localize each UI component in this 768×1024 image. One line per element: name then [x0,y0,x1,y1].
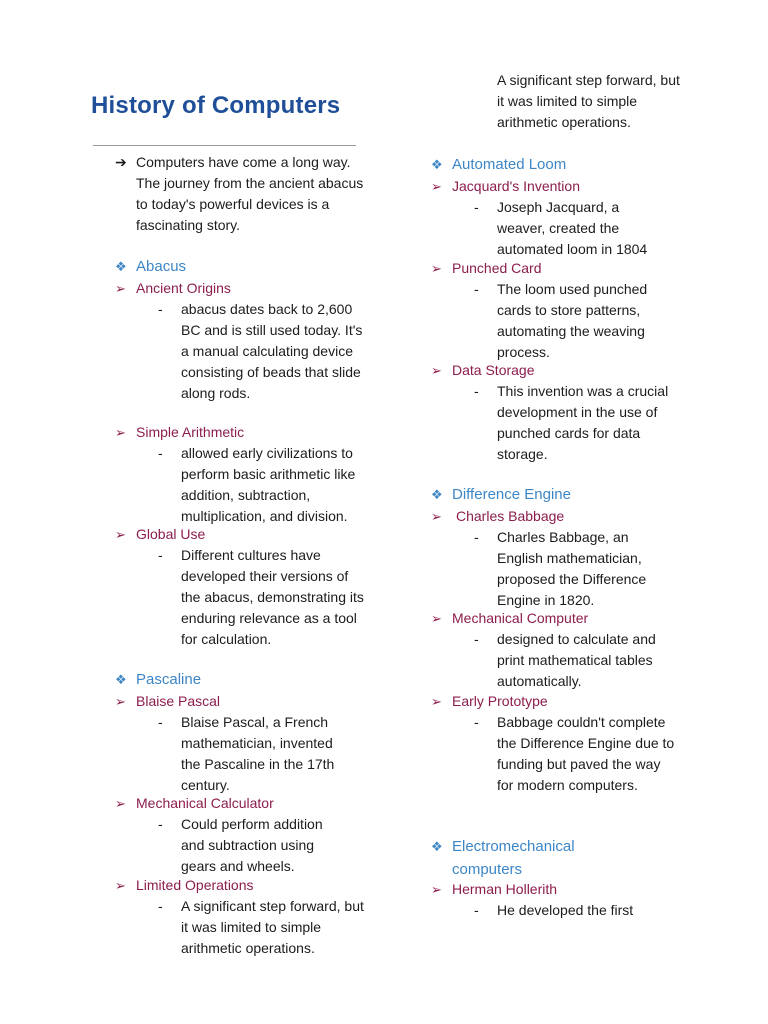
diamond-icon: ❖ [115,259,127,274]
title-divider [93,145,356,146]
arrow-bullet-icon: ➢ [431,179,442,194]
dash-bullet: - [158,301,163,317]
arrow-bullet-icon: ➢ [115,878,126,893]
dash-bullet: - [158,898,163,914]
section-heading-automated-loom [431,154,566,175]
subheading-jacquards-invention [431,176,580,197]
section-heading-pascaline [115,669,201,690]
item-text-part-2: A significant step forward, but it was limited to simple arithmetic operations. [497,72,680,130]
subheading-label: Mechanical Calculator [136,795,274,811]
diamond-icon: ❖ [431,157,443,172]
subheading-blaise-pascal [115,691,220,712]
arrow-bullet-icon: ➢ [115,796,126,811]
subheading-ancient-origins [115,278,231,299]
item-text: Could perform addition and subtraction using gears and wheels. [181,816,323,874]
dash-bullet: - [158,816,163,832]
item-text-part-1: A significant step forward, but it was limited to simple arithmetic operations. [181,898,364,956]
item-text: Babbage couldn't complete the Difference Engine due to funding but paved the way for modern computers. [497,714,675,793]
dash-bullet: - [474,383,479,399]
subheading-herman-hollerith [431,879,557,900]
diamond-icon: ❖ [431,839,443,854]
subheading-label: Simple Arithmetic [136,424,245,440]
section-title: Abacus [136,258,187,275]
item-text-continued [497,72,682,133]
subheading-label: Early Prototype [452,693,548,709]
section-heading-abacus [115,256,186,277]
arrow-bullet-icon: ➢ [431,694,442,709]
dash-bullet: - [474,529,479,545]
subheading-label: Mechanical Computer [452,610,589,626]
arrow-bullet-icon: ➢ [115,425,126,440]
item-text: designed to calculate and print mathematical tables automatically. [497,631,656,689]
arrow-bullet-icon: ➢ [431,261,442,276]
dash-bullet: - [474,631,479,647]
subheading-limited-operations [115,875,254,896]
item-text: Charles Babbage, an English mathematician, proposed the Difference Engine in 1820. [497,529,647,608]
item-text: Blaise Pascal, a French mathematician, invented the Pascaline in the 17th century. [181,714,335,793]
subheading-simple-arithmetic [115,422,244,443]
item-text: This invention was a crucial development in the use of punched cards for data storage. [497,383,669,462]
subheading-punched-card [431,258,542,279]
section-title: Difference Engine [452,486,571,503]
subheading-label: Global Use [136,526,206,542]
arrow-bullet-icon: ➢ [115,694,126,709]
subheading-global-use [115,524,205,545]
page-title: History of Computers [91,92,341,119]
arrow-bullet-icon: ➢ [431,509,442,524]
item-text: Joseph Jacquard, a weaver, created the automated loom in 1804 [497,199,648,257]
intro-arrow-icon: ➔ [115,154,127,170]
subheading-label: Jacquard's Invention [452,178,580,194]
subheading-label: Punched Card [452,260,542,276]
dash-bullet: - [474,714,479,730]
subheading-label: Charles Babbage [456,508,565,524]
dash-bullet: - [158,445,163,461]
section-heading-electromechanical [431,835,631,881]
arrow-bullet-icon: ➢ [431,611,442,626]
section-heading-difference-engine [431,484,571,505]
subheading-mechanical-calculator [115,793,274,814]
section-title: Pascaline [136,671,202,688]
subheading-label: Blaise Pascal [136,693,221,709]
arrow-bullet-icon: ➢ [115,527,126,542]
dash-bullet: - [474,902,479,918]
subheading-label: Limited Operations [136,877,254,893]
intro-text: Computers have come a long way. The journey from the ancient abacus to today's powerful devices is a fascinating story. [136,154,364,233]
arrow-bullet-icon: ➢ [115,281,126,296]
subheading-data-storage [431,360,535,381]
dash-bullet: - [158,547,163,563]
diamond-icon: ❖ [115,672,127,687]
subheading-charles-babbage [431,506,564,527]
dash-bullet: - [474,281,479,297]
dash-bullet: - [474,199,479,215]
item-text: He developed the first [497,902,634,918]
subheading-label: Data Storage [452,362,535,378]
section-title: Electromechanical computers [452,838,575,878]
subheading-early-prototype [431,691,548,712]
arrow-bullet-icon: ➢ [431,363,442,378]
diamond-icon: ❖ [431,487,443,502]
subheading-label: Herman Hollerith [452,881,558,897]
subheading-label: Ancient Origins [136,280,231,296]
arrow-bullet-icon: ➢ [431,882,442,897]
item-text: The loom used punched cards to store patterns, automating the weaving process. [497,281,648,360]
section-title: Automated Loom [452,156,567,173]
item-text: allowed early civilizations to perform basic arithmetic like addition, subtraction, multiplication, and division. [181,445,356,524]
dash-bullet: - [158,714,163,730]
item-text: abacus dates back to 2,600 BC and is still used today. It's a manual calculating device consisting of beads that slide along rods. [181,301,363,401]
subheading-mechanical-computer [431,608,588,629]
item-text: Different cultures have developed their versions of the abacus, demonstrating its enduring relevance as a tool for calculation. [181,547,364,647]
